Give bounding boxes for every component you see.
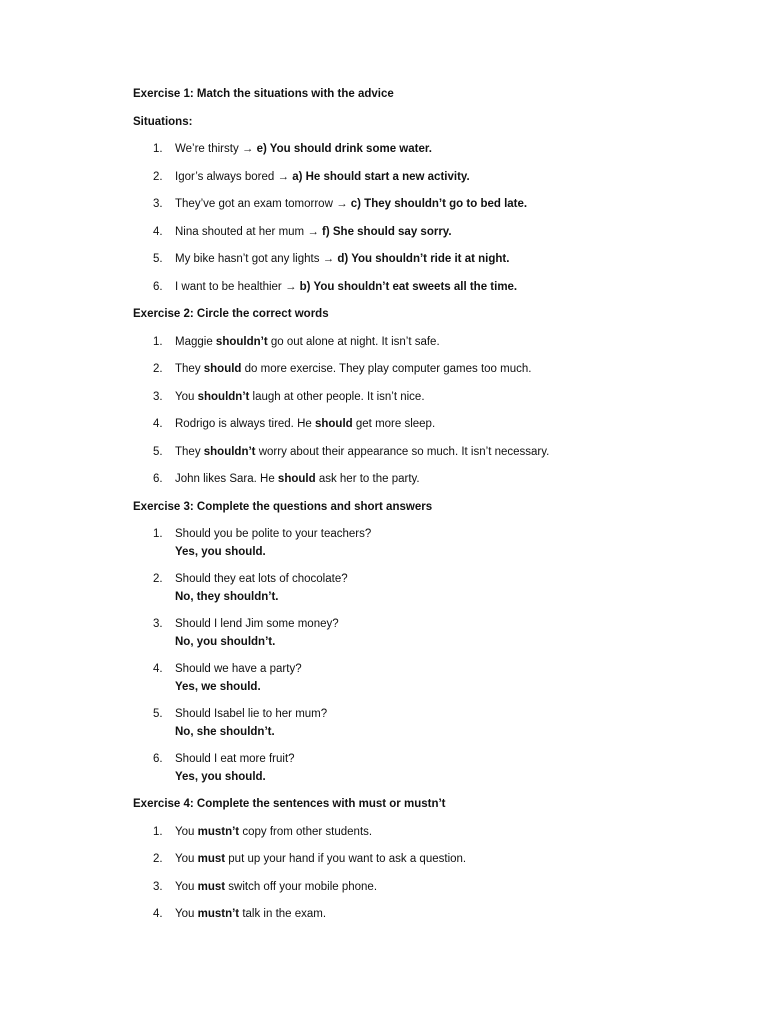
item-number: 4. [153,225,163,238]
correct-word: mustn’t [197,908,240,920]
item-number: 2. [153,363,163,375]
list-item [133,416,693,444]
sentence-start: You [175,390,198,403]
item-number: 6. [153,753,163,765]
question-text: Should we have a party? [175,663,302,675]
exercise-2-list [133,334,693,499]
item-number: 1. [153,825,163,838]
situation-text: We’re thirsty → [175,143,257,155]
item-number: 1. [153,143,163,155]
item-number: 2. [153,853,163,865]
sentence-end: switch off your mobile phone. [225,880,378,893]
exercise-4-heading: Exercise 4: Complete the sentences with must or mustn’t [133,798,446,810]
list-item [133,879,693,907]
sentence-end: laugh at other people. It isn’t nice. [249,390,425,403]
item-number: 2. [153,573,163,585]
situation-text: I want to be healthier → [175,280,300,293]
item-number: 5. [153,708,163,720]
sentence-end: ask her to the party. [315,473,420,485]
sentence-end: go out alone at night. It isn’t safe. [267,335,440,348]
item-number: 6. [153,473,163,485]
exercise-4-list [133,824,693,934]
item-number: 6. [153,280,163,293]
exercise-1-heading: Exercise 1: Match the situations with the advice [133,88,394,100]
short-answer: No, they shouldn’t. [175,590,279,603]
correct-word: should [203,363,242,375]
list-item [133,706,693,751]
advice-answer: c) They shouldn’t go to bed late. [350,198,528,210]
list-item [133,389,693,417]
correct-word: shouldn’t [215,335,268,348]
sentence-start: You [175,908,198,920]
sentence-start: You [175,880,198,893]
question-text: Should they eat lots of chocolate? [175,573,348,585]
advice-answer: d) You shouldn’t ride it at night. [337,253,510,265]
sentence-start: Maggie [175,335,216,348]
list-item [133,751,693,796]
list-item [133,444,693,472]
list-item [133,196,693,224]
short-answer: Yes, you should. [175,545,266,558]
sentence-end: worry about their appearance so much. It isn’t necessary. [255,445,550,458]
short-answer: Yes, you should. [175,770,266,783]
worksheet-content [133,86,693,934]
correct-word: should [314,418,353,430]
item-number: 1. [153,335,163,348]
sentence-start: They [175,445,204,458]
list-item [133,224,693,252]
item-number: 1. [153,528,163,540]
sentence-start: They [175,363,204,375]
list-item [133,526,693,571]
situations-label: Situations: [133,115,193,128]
exercise-2-heading: Exercise 2: Circle the correct words [133,308,329,320]
list-item [133,361,693,389]
sentence-start: Rodrigo is always tired. He [175,418,315,430]
list-item [133,279,693,307]
sentence-end: do more exercise. They play computer games too much. [241,363,532,375]
sentence-start: You [175,853,198,865]
situation-text: My bike hasn’t got any lights → [175,253,338,265]
sentence-end: get more sleep. [352,418,436,430]
list-item [133,616,693,661]
question-text: Should you be polite to your teachers? [175,528,372,540]
advice-answer: a) He should start a new activity. [292,170,470,183]
list-item [133,661,693,706]
item-number: 3. [153,618,163,630]
situation-text: They’ve got an exam tomorrow → [175,198,351,210]
short-answer: Yes, we should. [175,680,261,693]
sentence-start: John likes Sara. He [175,473,278,485]
list-item [133,571,693,616]
exercise-3-list [133,526,693,796]
exercise-3-heading: Exercise 3: Complete the questions and short answers [133,500,433,513]
sentence-end: put up your hand if you want to ask a question. [225,853,467,865]
correct-word: must [197,853,226,865]
advice-answer: b) You shouldn’t eat sweets all the time. [299,280,518,293]
item-number: 5. [153,445,163,458]
correct-word: should [277,473,316,485]
short-answer: No, you shouldn’t. [175,635,276,648]
question-text: Should I eat more fruit? [175,753,295,765]
correct-word: shouldn’t [203,445,256,458]
advice-answer: f) She should say sorry. [322,225,452,238]
list-item [133,906,693,934]
advice-answer: e) You should drink some water. [256,143,432,155]
short-answer: No, she shouldn’t. [175,725,275,738]
correct-word: must [197,880,226,893]
list-item [133,141,693,169]
list-item [133,471,693,499]
item-number: 2. [153,170,163,183]
list-item [133,851,693,879]
exercise-1-list [133,141,693,306]
item-number: 4. [153,663,163,675]
situation-text: Nina shouted at her mum → [175,225,323,238]
item-number: 4. [153,418,163,430]
correct-word: mustn’t [197,825,240,838]
item-number: 3. [153,390,163,403]
sentence-start: You [175,825,198,838]
sentence-end: copy from other students. [239,825,373,838]
list-item [133,824,693,852]
question-text: Should Isabel lie to her mum? [175,708,328,720]
item-number: 3. [153,880,163,893]
item-number: 4. [153,908,163,920]
list-item [133,169,693,197]
sentence-end: talk in the exam. [239,908,327,920]
situation-text: Igor’s always bored → [175,170,293,183]
list-item [133,334,693,362]
correct-word: shouldn’t [197,390,250,403]
list-item [133,251,693,279]
item-number: 5. [153,253,163,265]
item-number: 3. [153,198,163,210]
question-text: Should I lend Jim some money? [175,618,339,630]
